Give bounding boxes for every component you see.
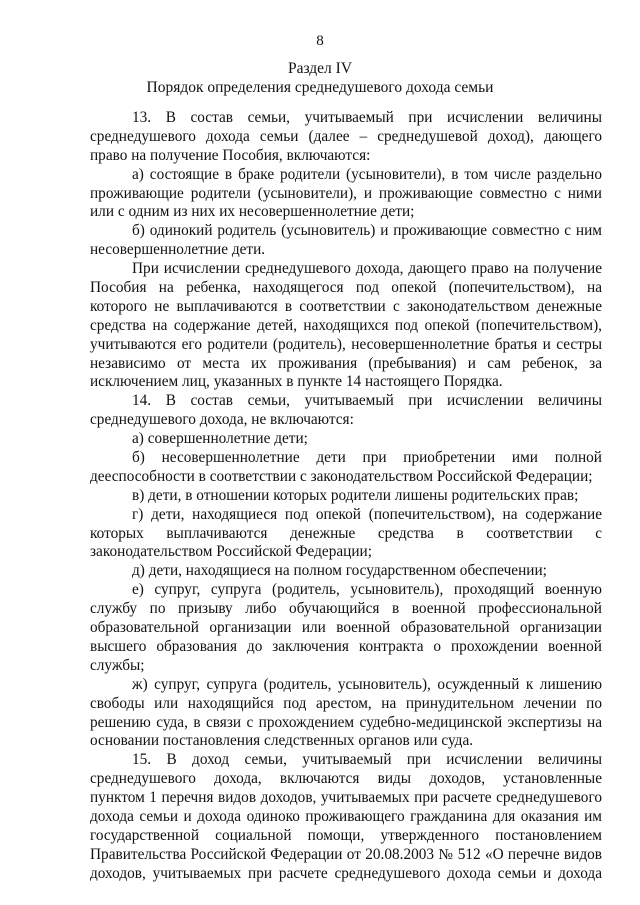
- text-line: государственной социальной помощи, утвержденного постановлением: [90, 826, 602, 844]
- text-line: службу по призыву либо обучающийся в военной профессиональной: [90, 600, 602, 618]
- text-line: образовательной организации или военной образовательной организации: [90, 619, 602, 637]
- text-line: 14. В состав семьи, учитываемый при исчислении величины: [132, 392, 602, 410]
- text-line: основании постановления следственных органов или суда.: [90, 732, 474, 750]
- text-line: а) состоящие в браке родители (усыновители), в том числе раздельно: [132, 165, 602, 183]
- text-line: среднедушевого дохода, включаются виды доходов, установленные: [90, 770, 602, 788]
- text-line: пунктом 1 перечня видов доходов, учитываемых при расчете среднедушевого: [90, 789, 602, 807]
- text-line: дееспособности в соответствии с законодательством Российской Федерации;: [90, 467, 593, 485]
- text-line: учитываются его родители (родитель), несовершеннолетние братья и сестры: [90, 335, 602, 353]
- text-line: Пособия на ребенка, находящегося под опекой (попечительством), на: [90, 279, 602, 297]
- text-line: а) совершеннолетние дети;: [132, 430, 308, 448]
- text-line: в) дети, в отношении которых родители лишены родительских прав;: [132, 486, 579, 504]
- text-line: свободы или находящийся под арестом, на принудительном лечении по: [90, 694, 602, 712]
- text-line: исключением лиц, указанных в пункте 14 настоящего Порядка.: [90, 373, 503, 391]
- text-line: ж) супруг, супруга (родитель, усыновитель), осужденный к лишению: [132, 675, 602, 693]
- text-line: среднедушевого дохода семьи (далее – среднедушевой доход), дающего: [90, 127, 602, 145]
- text-line: право на получение Пособия, включаются:: [90, 146, 371, 164]
- text-line: Правительства Российской Федерации от 20.08.2003 № 512 «О перечне видов: [90, 845, 602, 863]
- text-line: г) дети, находящиеся под опекой (попечительством), на содержание: [132, 505, 602, 523]
- text-line: средства на содержание детей, находящихся под опекой (попечительством),: [90, 316, 602, 334]
- text-line: е) супруг, супруга (родитель, усыновитель), проходящий военную: [132, 581, 602, 599]
- text-line: несовершеннолетние дети.: [90, 241, 266, 259]
- text-line: б) несовершеннолетние дети при приобретении ими полной: [132, 449, 602, 467]
- text-line: высшего образования до заключения контракта о прохождении военной: [90, 637, 602, 655]
- text-line: независимо от места их проживания (пребывания) и сам ребенок, за: [90, 354, 602, 372]
- text-line: которого не выплачиваются в соответствии с законодательством денежные: [90, 297, 602, 315]
- text-line: д) дети, находящиеся на полном государственном обеспечении;: [132, 562, 547, 580]
- text-line: При исчислении среднедушевого дохода, дающего право на получение: [132, 260, 602, 278]
- document-body: [90, 109, 602, 884]
- text-line: дохода семьи и дохода одиноко проживающего гражданина для оказания им: [90, 807, 602, 825]
- text-line: б) одинокий родитель (усыновитель) и проживающие совместно с ним: [132, 222, 602, 240]
- section-title: Раздел IV: [287, 60, 353, 77]
- page-number: 8: [316, 33, 324, 49]
- text-line: 13. В состав семьи, учитываемый при исчислении величины: [132, 109, 602, 126]
- text-line: или с одним из них их несовершеннолетние дети;: [90, 203, 415, 221]
- text-line: доходов, учитываемых при расчете среднедушевого дохода семьи и дохода: [90, 864, 602, 882]
- text-line: 15. В доход семьи, учитываемый при исчислении величины: [132, 751, 602, 769]
- text-line: законодательством Российской Федерации;: [90, 543, 372, 561]
- text-line: службы;: [90, 656, 145, 674]
- text-line: которых выплачиваются денежные средства в соответствии с: [90, 524, 602, 542]
- text-line: решению суда, в связи с прохождением судебно-медицинской экспертизы на: [90, 713, 602, 731]
- text-line: проживающие родители (усыновители), и проживающие совместно с ними: [90, 184, 602, 202]
- text-line: среднедушевого дохода, не включаются:: [90, 411, 354, 429]
- section-subtitle: Порядок определения среднедушевого дохода семьи: [146, 79, 494, 96]
